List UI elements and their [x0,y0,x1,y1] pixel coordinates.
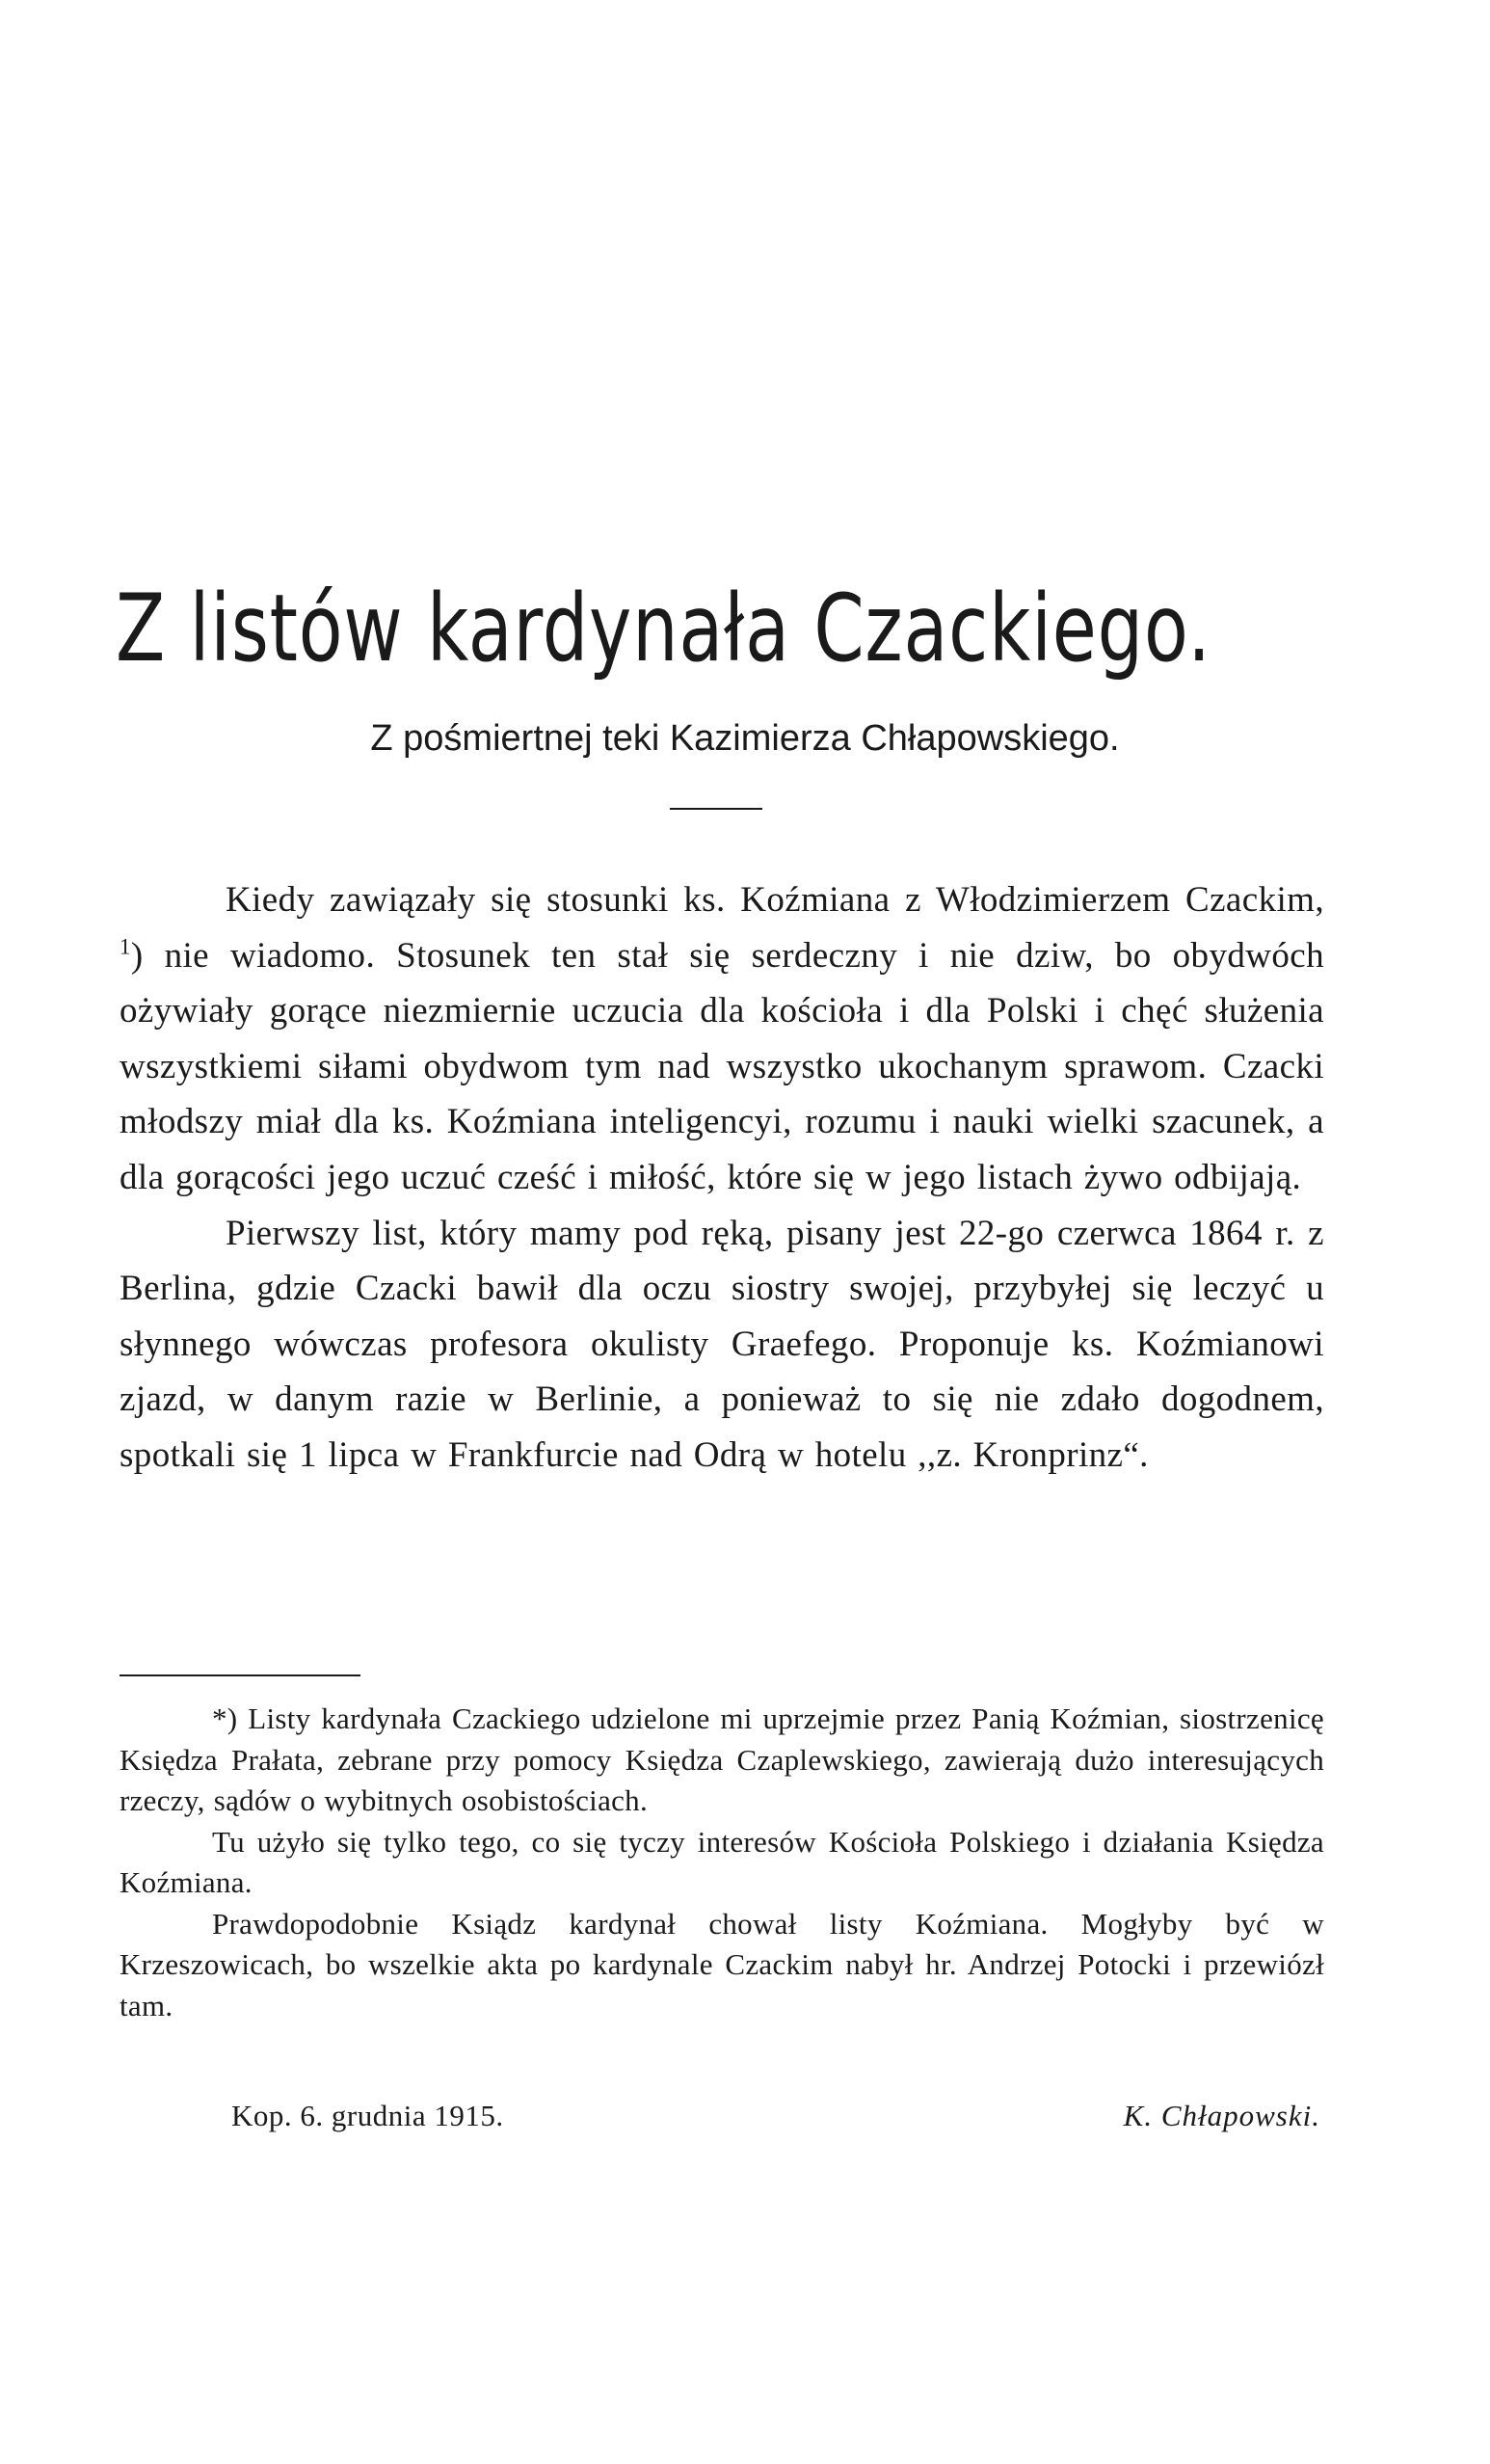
place-and-date: Kop. 6. grudnia 1915. [231,2099,504,2132]
paragraph-text: ) nie wiadomo. Stosunek ten stał się serdeczny i nie dziw, bo obydwóch ożywiały gorące niezmiernie uczucia dla kościoła i dla Polski i chęć służenia wszystkiemi siłami obydwom tym nad wszystko ukochanym sprawom. Czacki młodszy miał dla ks. Koźmiana inteligencyi, rozumu i nauki wielki szacunek, a dla gorącości jego uczuć cześć i miłość, które się w jego listach żywo odbijają. [120,935,1324,1197]
article-subtitle: Z pośmiertnej teki Kazimierza Chłapowskiego. [370,718,1120,759]
title-separator-rule [670,808,762,810]
footnote-paragraph: Tu użyło się tylko tego, co się tyczy interesów Kościoła Polskiego i działania Księdza Koźmiana. [120,1824,1324,1899]
paragraph-text: Kiedy zawiązały się stosunki ks. Koźmiana z Włodzimierzem Czackim, [226,880,1324,920]
author-signature: K. Chłapowski. [1123,2099,1320,2132]
footnote-reference: 1 [120,934,131,959]
footnote-separator-rule [120,1674,360,1676]
signoff-line [231,2096,1320,2138]
body-paragraph [120,872,1324,1206]
body-paragraph: Pierwszy list, który mamy pod ręką, pisany jest 22-go czerwca 1864 r. z Berlina, gdzie Czacki bawił dla oczu siostry swojej, przybyłej się leczyć u słynnego wówczas profesora okulisty Graefego. Proponuje ks. Koźmianowi zjazd, w danym razie w Berlinie, a ponieważ to się nie zdało dogodnem, spotkali się 1 lipca w Frankfurcie nad Odrą w hotelu ,,z. Kronprinz“. [120,1213,1324,1475]
footnote-paragraph: *) Listy kardynała Czackiego udzielone mi uprzejmie przez Panią Koźmian, siostrzenicę Księdza Prałata, zebrane przy pomocy Księdza Czaplewskiego, zawierają dużo interesujących rzeczy, sądów o wybitnych osobistościach. [120,1701,1324,1817]
footnotes [120,1699,1324,2026]
article-body [120,872,1324,1484]
footnote-paragraph: Prawdopodobnie Ksiądz kardynał chował listy Koźmiana. Mogłyby być w Krzeszowicach, bo wszelkie akta po kardynale Czackim nabył hr. Andrzej Potocki i przewiózł tam. [120,1906,1324,2022]
article-title: Z listów kardynała Czackiego. [116,575,1211,683]
